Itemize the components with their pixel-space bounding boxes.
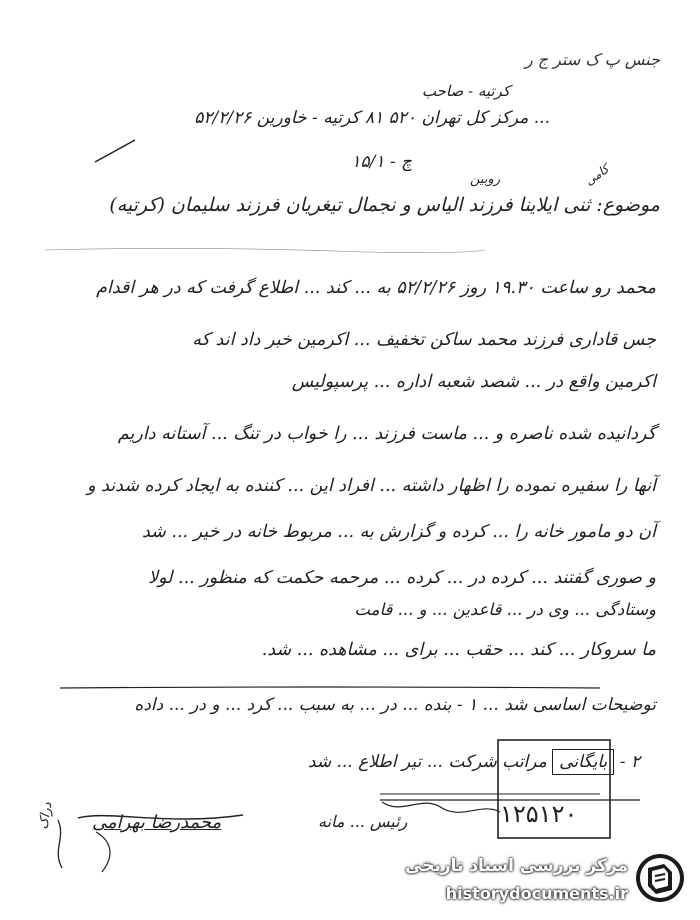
body-line: اکرمین واقع در ... شصد شعبه اداره ... پرسپولیس [291,372,656,392]
header-line-1: جنس پ ک ستر ج ر [524,50,660,69]
margin-note: دراک [36,801,56,831]
archive-logo-icon [634,852,686,904]
body-line: آن دو مامور خانه را ... کرده و گزارش به ... مربوط خانه در خیر ... شد [141,522,656,542]
header-line-4: چ - ۱۵/۱ [351,152,412,172]
body-line: محمد رو ساعت ۱۹.۳۰ روز ۵۲/۲/۲۶ به ... کند ... اطلاع گرفت که در هر اقدام [96,278,656,298]
watermark-title: مرکز بررسی اسناد تاریخی [405,856,628,876]
body-line: آنها را سفیره نموده را اظهار داشته ... افراد این ... کننده به ایجاد کرده شدند و [87,476,656,496]
margin-scribble [58,820,62,868]
paragraph-action [308,752,640,772]
archive-box-label: بایگانی [552,749,614,775]
handwritten-insertion: کامی [582,161,612,189]
paragraph-action-text: مراتب شرکت ... تیر اطلاع ... شد [307,752,547,772]
faint-rule-line [45,248,485,252]
watermark-url: historydocuments.ir [445,884,628,903]
header-line-2: کرتیه - صاحب [421,82,510,100]
body-line: ما سروکار ... کند ... حقب ... برای ... مشاهده ... شد. [261,640,656,660]
signature-name: محمدرضا بهرامی [92,812,222,833]
pen-stroke-mark [95,140,135,162]
subject-line: موضوع: ثنی ایلاینا فرزند الیاس و نجمال تیغریان فرزند سلیمان (کرتیه) [109,194,660,216]
paragraph-action-number: ۲ - [614,752,640,772]
signature-title: رئیس ... مانه [318,812,408,831]
body-line: و صوری گفتند ... کرده در ... کرده ... مرحمه حکمت که منظور ... لولا [148,568,656,588]
body-line: وستادگی ... وی در ... قاعدین ... و ... قامت [354,600,656,619]
header-line-3: ... مرکز کل تهران ۵۲۰ ۸۱ کرتیه - خاورین ۵۲/۲/۲۶ [194,108,550,128]
watermark [404,842,694,914]
paragraph-explanation: توضیحات اساسی شد ... ۱ - بنده ... در ... به سبب ... کرد ... و در ... داده [134,695,656,715]
body-line: گردانیده شده ناصره و ... ماست فرزند ... را خواب در تنگ ... آستانه داریم [117,424,656,444]
underline-stroke [60,687,600,688]
body-line: جس قاداری فرزند محمد ساکن تخفیف ... اکرمین خبر داد اند که [192,330,656,350]
signature-scribble [382,802,500,812]
stamp-number: ۱۲۵۱۲۰ [500,800,578,828]
handwritten-insertion: روبین [470,172,500,187]
margin-scribble [96,832,110,872]
